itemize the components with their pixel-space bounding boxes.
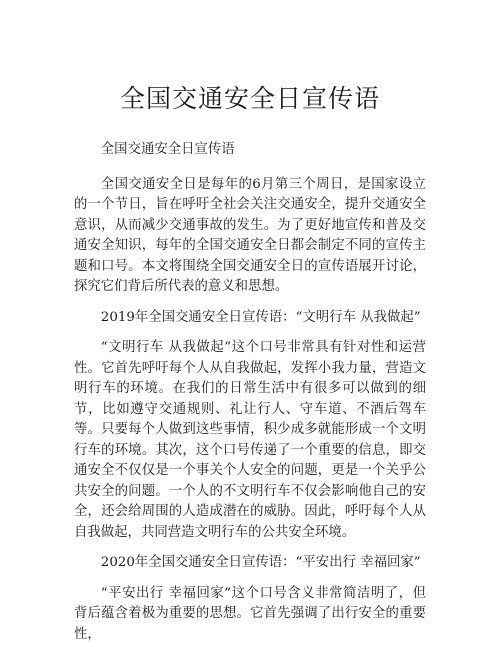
paragraph-intro: 全国交通安全日是每年的6月第三个周日，是国家设立的一个节日，旨在呼吁全社会关注交通安全，提升交通安全意识，从而减少交通事故的发生。为了更好地宣传和普及交通安全知识，每年的全国交通安全日都会制定不同的宣传主题和口号。本文将围绕全国交通安全日的宣传语展开讨论，探究它们背后所代表的意义和思想。 [74, 176, 426, 294]
heading-2020: 2020年全国交通安全日宣传语：“平安出行 幸福回家” [100, 555, 421, 570]
paragraph-2020: “平安出行 幸福回家”这个口号含义非常简洁明了，但背后蕴含着极为重要的思想。它首先强调了出行安全的重要性， [74, 585, 426, 642]
document-title: 全国交通安全日宣传语 [119, 84, 380, 113]
paragraph-subtitle: 全国交通安全日宣传语 [100, 142, 235, 157]
heading-2019: 2019年全国交通安全日宣传语：“文明行车 从我做起” [100, 309, 421, 325]
paragraph-2019: “文明行车 从我做起”这个口号非常具有针对性和运营性。它首先呼吁每个人从自我做起，发挥小我力量，营造文明行车的环境。在我们的日常生活中有很多可以做到的细节，比如遵守交通规则、礼让行人、守车道、不酒后驾车等。只要每个人做到这些事情，积少成多就能形成一个文明行车的环境。其次，这个口号传递了一个重要的信息，即交通安全不仅仅是一个事关个人安全的问题，更是一个关乎公共安全的问题。一个人的不文明行车不仅会影响他自己的安全，还会给周围的人造成潜在的威胁。因此，呼吁每个人从自我做起，共同营造文明行车的公共安全环境。 [74, 340, 426, 540]
